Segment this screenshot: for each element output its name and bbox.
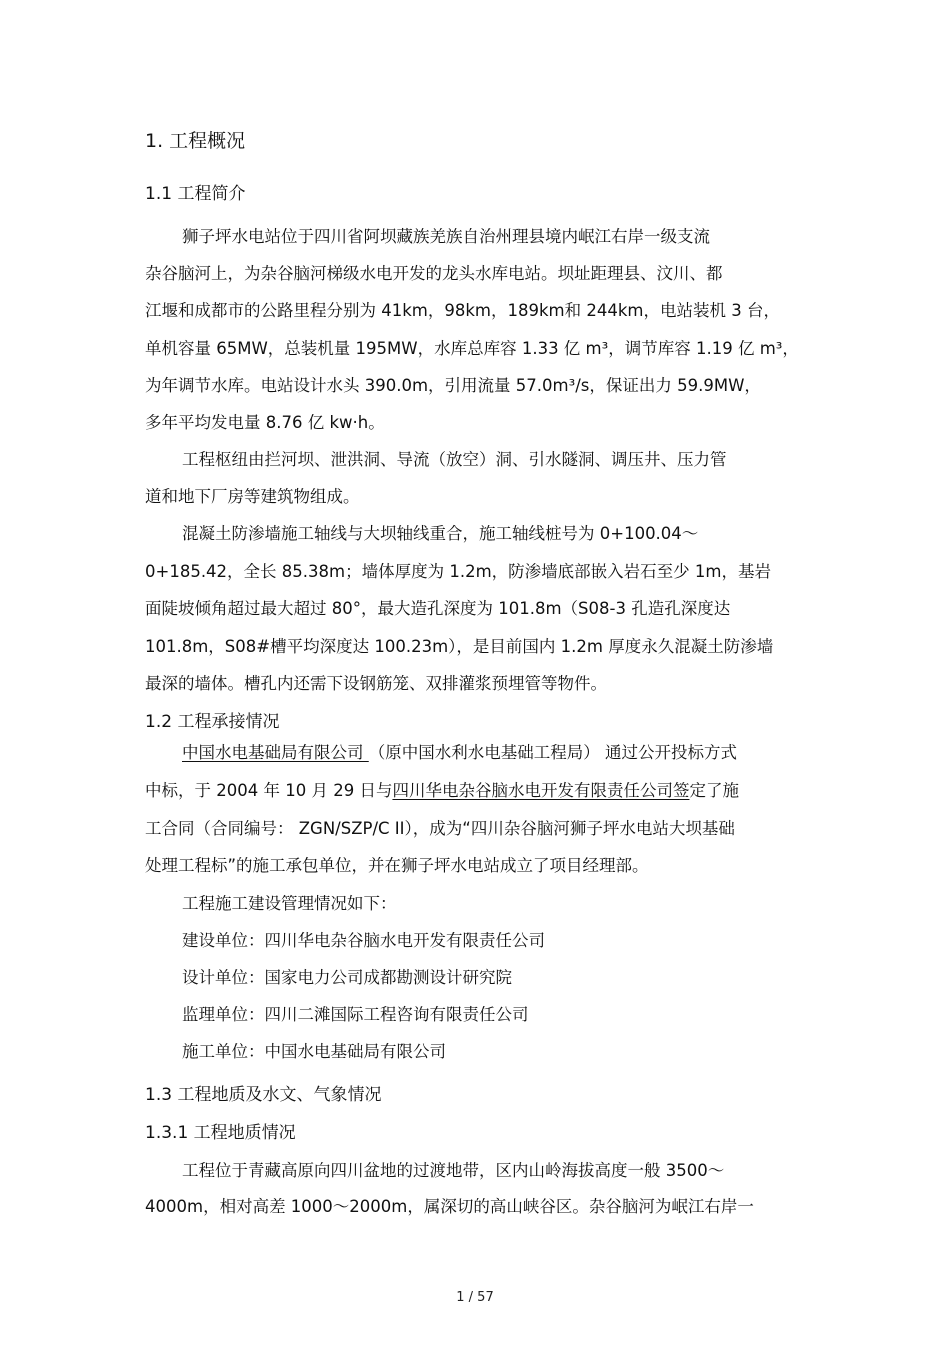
paragraph-5-line-2: 4000m，相对高差 1000～2000m，属深切的高山峡谷区。杂谷脑河为岷江右岸一: [145, 1197, 754, 1216]
paragraph-3-line-5: 最深的墙体。槽孔内还需下设钢筋笼、双排灌浆预埋管等物件。: [145, 674, 607, 693]
contractor-company-link: 中国水电基础局有限公司: [182, 743, 369, 762]
heading-1-3: 1.3 工程地质及水文、气象情况: [145, 1085, 382, 1105]
heading-1: 1. 工程概况: [145, 130, 246, 152]
paragraph-2-line-2: 道和地下厂房等建筑物组成。: [145, 487, 360, 506]
management-contractor: 施工单位：中国水电基础局有限公司: [182, 1042, 446, 1061]
paragraph-3-line-2: 0+185.42，全长 85.38m；墙体厚度为 1.2m，防渗墙底部嵌入岩石至少 1m，基岩: [145, 562, 771, 581]
heading-1-3-1: 1.3.1 工程地质情况: [145, 1123, 296, 1143]
paragraph-2-line-1: 工程枢纽由拦河坝、泄洪洞、导流（放空）洞、引水隧洞、调压井、压力管: [182, 450, 727, 469]
management-supervisor: 监理单位：四川二滩国际工程咨询有限责任公司: [182, 1005, 529, 1024]
paragraph-4-line-3: 工合同（合同编号： ZGN/SZP/C II），成为“四川杂谷脑河狮子坪水电站大坝基础: [145, 819, 735, 838]
heading-1-1: 1.1 工程简介: [145, 184, 246, 204]
paragraph-1-line-2: 杂谷脑河上，为杂谷脑河梯级水电开发的龙头水库电站。坝址距理县、汶川、都: [145, 264, 723, 283]
paragraph-4-line-2-rest: 定了施: [689, 781, 739, 800]
paragraph-5-line-1: 工程位于青藏高原向四川盆地的过渡地带，区内山岭海拔高度一般 3500～: [182, 1161, 725, 1180]
paragraph-1-line-4: 单机容量 65MW，总装机量 195MW，水库总库容 1.33 亿 m³，调节库容 1.19 亿 m³，: [145, 339, 799, 358]
page-number: 1 / 57: [456, 1290, 494, 1305]
paragraph-3-line-4: 101.8m，S08#槽平均深度达 100.23m），是目前国内 1.2m 厚度永久混凝土防渗墙: [145, 637, 774, 656]
paragraph-4-line-2-pre: 中标，于 2004 年 10 月 29 日与: [145, 781, 393, 800]
management-intro: 工程施工建设管理情况如下：: [182, 894, 397, 913]
paragraph-1-line-3: 江堰和成都市的公路里程分别为 41km，98km，189km和 244km，电站装机 3 台，: [145, 301, 780, 320]
management-owner: 建设单位：四川华电杂谷脑水电开发有限责任公司: [182, 931, 545, 950]
paragraph-1-line-6: 多年平均发电量 8.76 亿 kw·h。: [145, 413, 385, 432]
paragraph-4-line-4: 处理工程标”的施工承包单位，并在狮子坪水电站成立了项目经理部。: [145, 856, 649, 875]
paragraph-3-line-3: 面陡坡倾角超过最大超过 80°，最大造孔深度为 101.8m（S08-3 孔造孔深度达: [145, 599, 731, 618]
paragraph-1-line-5: 为年调节水库。电站设计水头 390.0m，引用流量 57.0m³/s，保证出力 59.9MW，: [145, 376, 761, 395]
heading-1-2: 1.2 工程承接情况: [145, 712, 280, 732]
paragraph-4-line-1: [182, 742, 737, 764]
paragraph-1-line-1: 狮子坪水电站位于四川省阿坝藏族羌族自治州理县境内岷江右岸一级支流: [182, 227, 710, 246]
management-designer: 设计单位：国家电力公司成都勘测设计研究院: [182, 968, 512, 987]
paragraph-4-line-2: [145, 780, 739, 802]
paragraph-4-line-1-rest: （原中国水利水电基础工程局） 通过公开投标方式: [368, 743, 737, 762]
paragraph-3-line-1: 混凝土防渗墙施工轴线与大坝轴线重合，施工轴线桩号为 0+100.04～: [182, 524, 699, 543]
owner-company-link: 四川华电杂谷脑水电开发有限责任公司签: [392, 781, 690, 800]
